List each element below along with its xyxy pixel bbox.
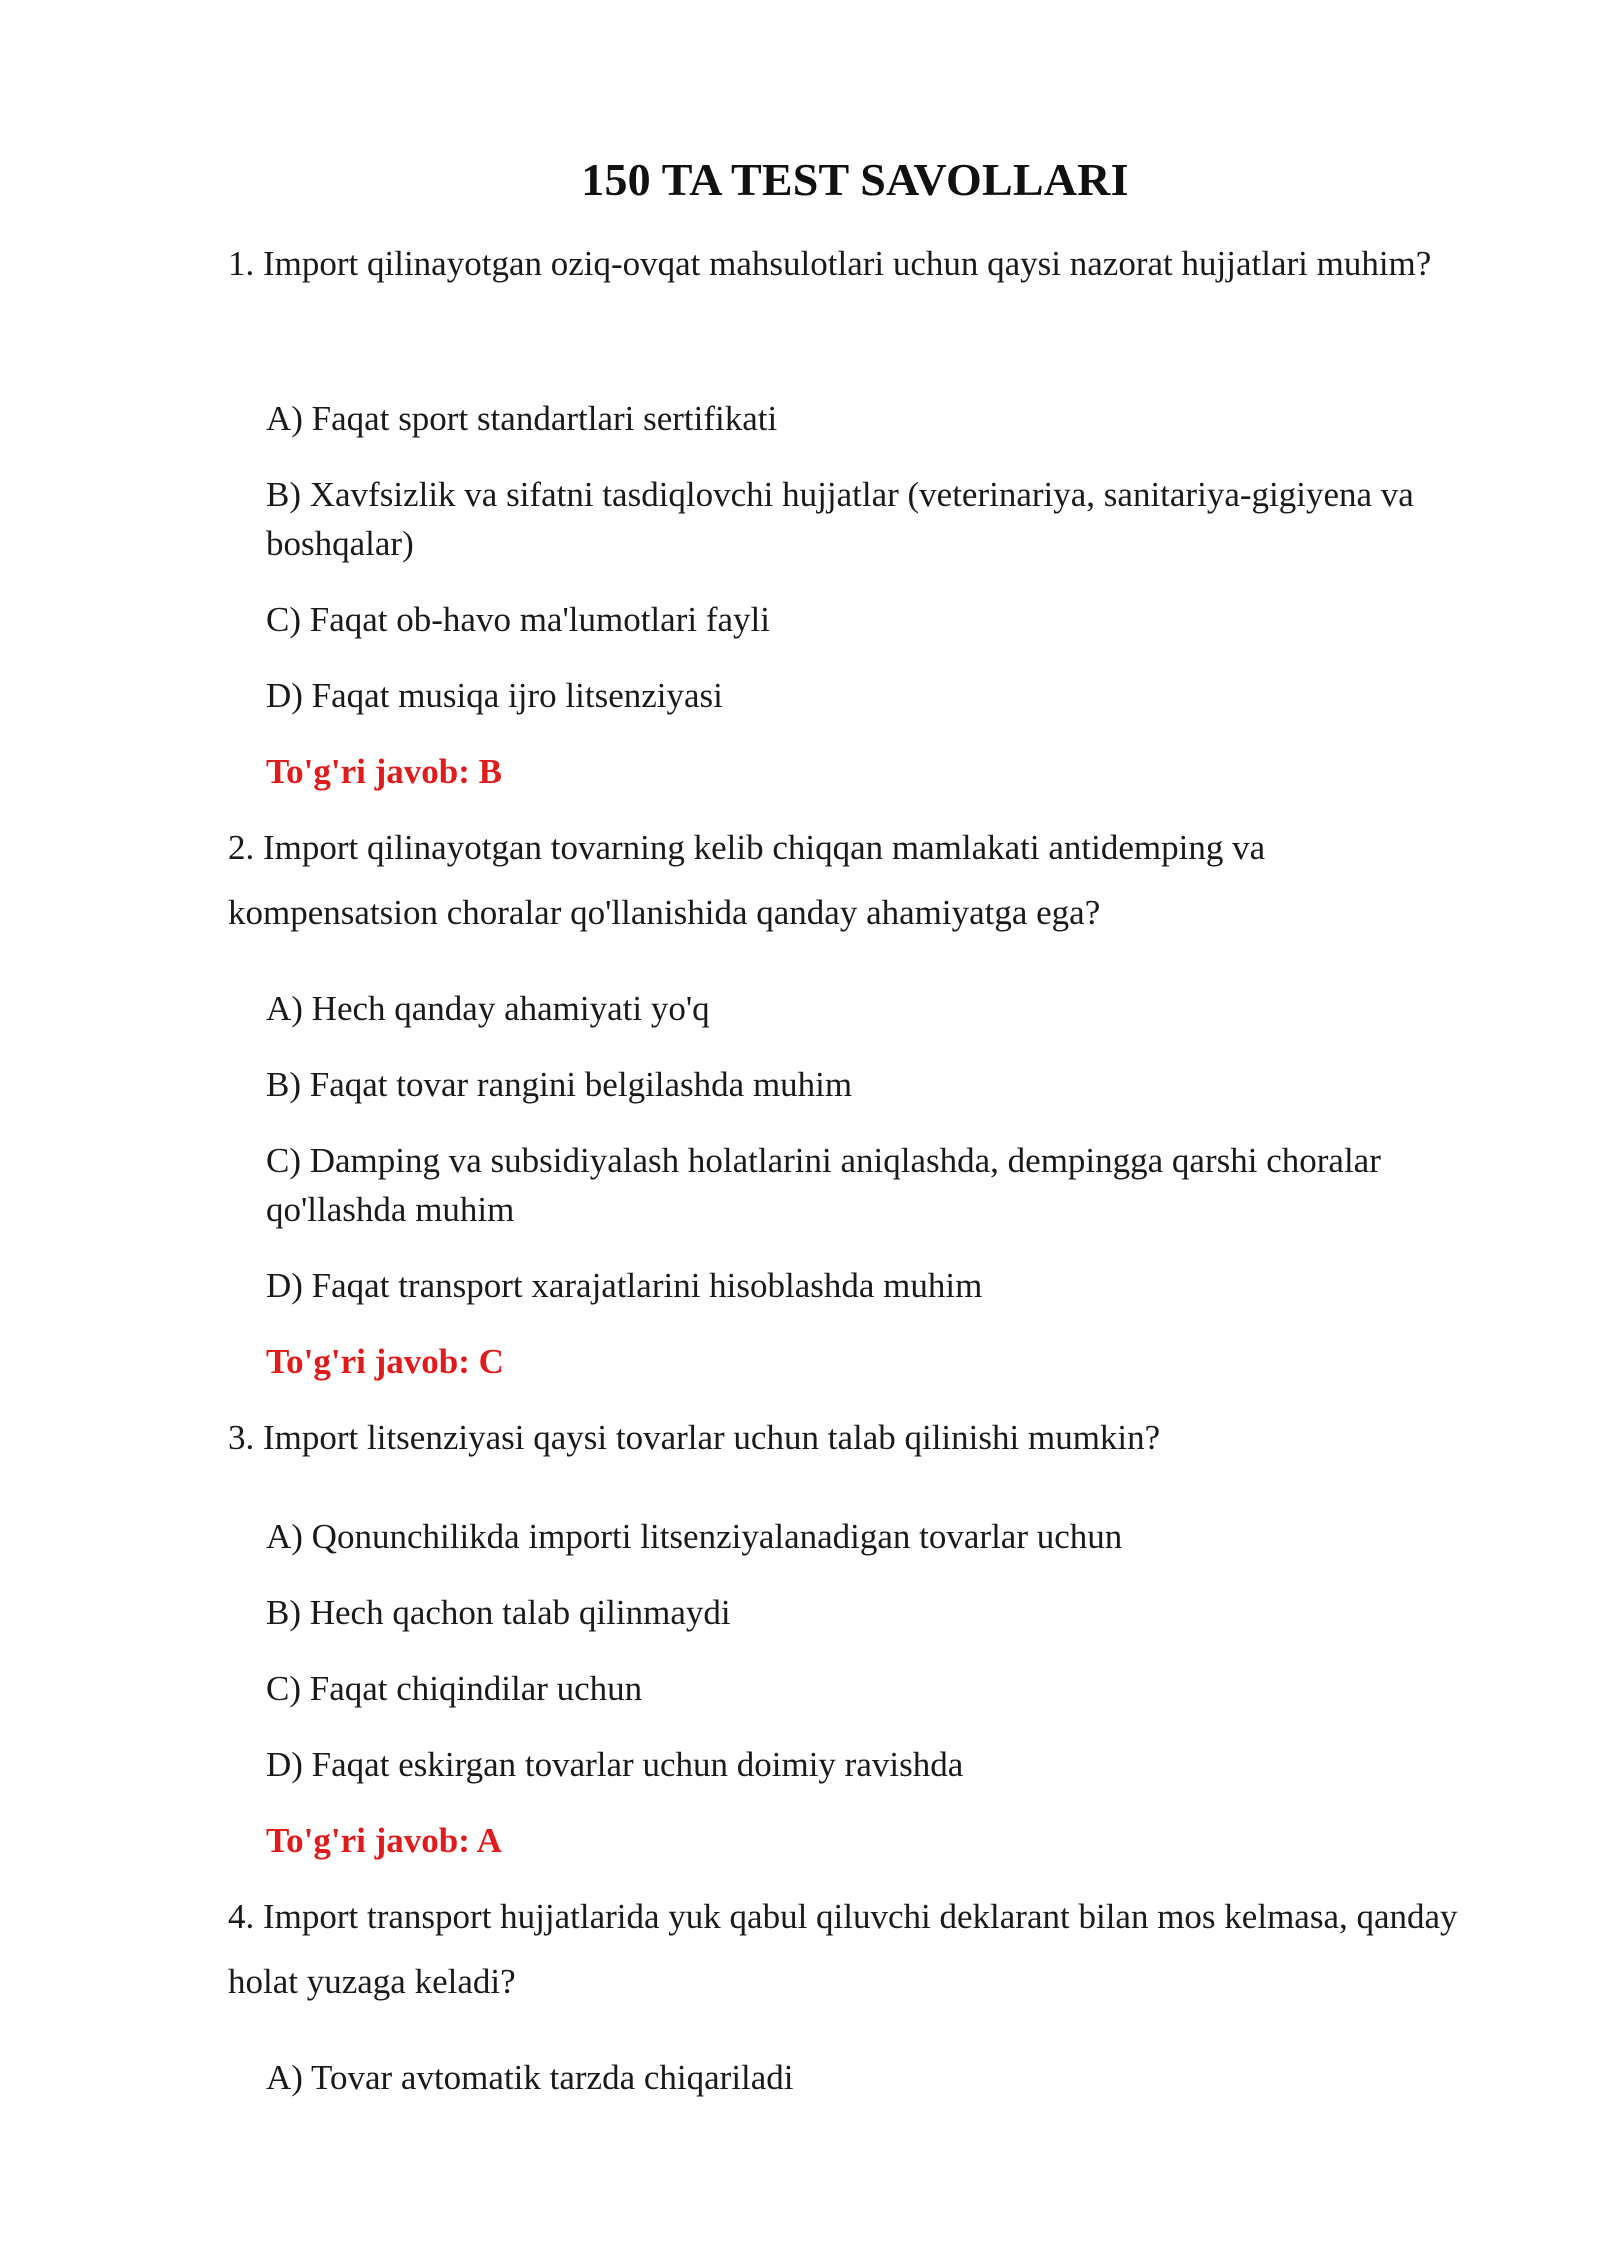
question-1-option-a: A) Faqat sport standartlari sertifikati [266,399,778,438]
question-2-option-c: C) Damping va subsidiyalash holatlarini aniqlashda, dempingga qarshi choralar qo'llashda muhim [266,1141,1381,1229]
question-1-text: 1. Import qilinayotgan oziq-ovqat mahsulotlari uchun qaysi nazorat hujjatlari muhim? [228,244,1432,283]
question-3-option-b: B) Hech qachon talab qilinmaydi [266,1593,731,1632]
page-title: 150 TA TEST SAVOLLARI [581,154,1129,205]
question-3-answer: To'g'ri javob: A [266,1821,502,1860]
question-3-option-c: C) Faqat chiqindilar uchun [266,1669,643,1708]
question-2-option-d: D) Faqat transport xarajatlarini hisoblashda muhim [266,1266,983,1305]
question-1-option-d: D) Faqat musiqa ijro litsenziyasi [266,676,723,715]
question-2-answer: To'g'ri javob: C [266,1342,504,1381]
question-1-answer: To'g'ri javob: B [266,752,502,791]
question-2-option-a: A) Hech qanday ahamiyati yo'q [266,989,710,1028]
question-2-text: 2. Import qilinayotgan tovarning kelib chiqqan mamlakati antidemping va kompensatsion choralar qo'llanishida qanday ahamiyatga ega? [228,828,1266,932]
question-1-option-c: C) Faqat ob-havo ma'lumotlari fayli [266,600,770,639]
question-1-option-b: B) Xavfsizlik va sifatni tasdiqlovchi hujjatlar (veterinariya, sanitariya-gigiyena va boshqalar) [266,475,1414,563]
question-4-text: 4. Import transport hujjatlarida yuk qabul qiluvchi deklarant bilan mos kelmasa, qanday holat yuzaga keladi? [228,1897,1458,2001]
question-3-text: 3. Import litsenziyasi qaysi tovarlar uchun talab qilinishi mumkin? [228,1418,1161,1457]
question-4-option-a: A) Tovar avtomatik tarzda chiqariladi [266,2058,794,2097]
question-3-option-a: A) Qonunchilikda importi litsenziyalanadigan tovarlar uchun [266,1517,1123,1556]
question-2-option-b: B) Faqat tovar rangini belgilashda muhim [266,1065,853,1104]
question-3-option-d: D) Faqat eskirgan tovarlar uchun doimiy ravishda [266,1745,964,1784]
